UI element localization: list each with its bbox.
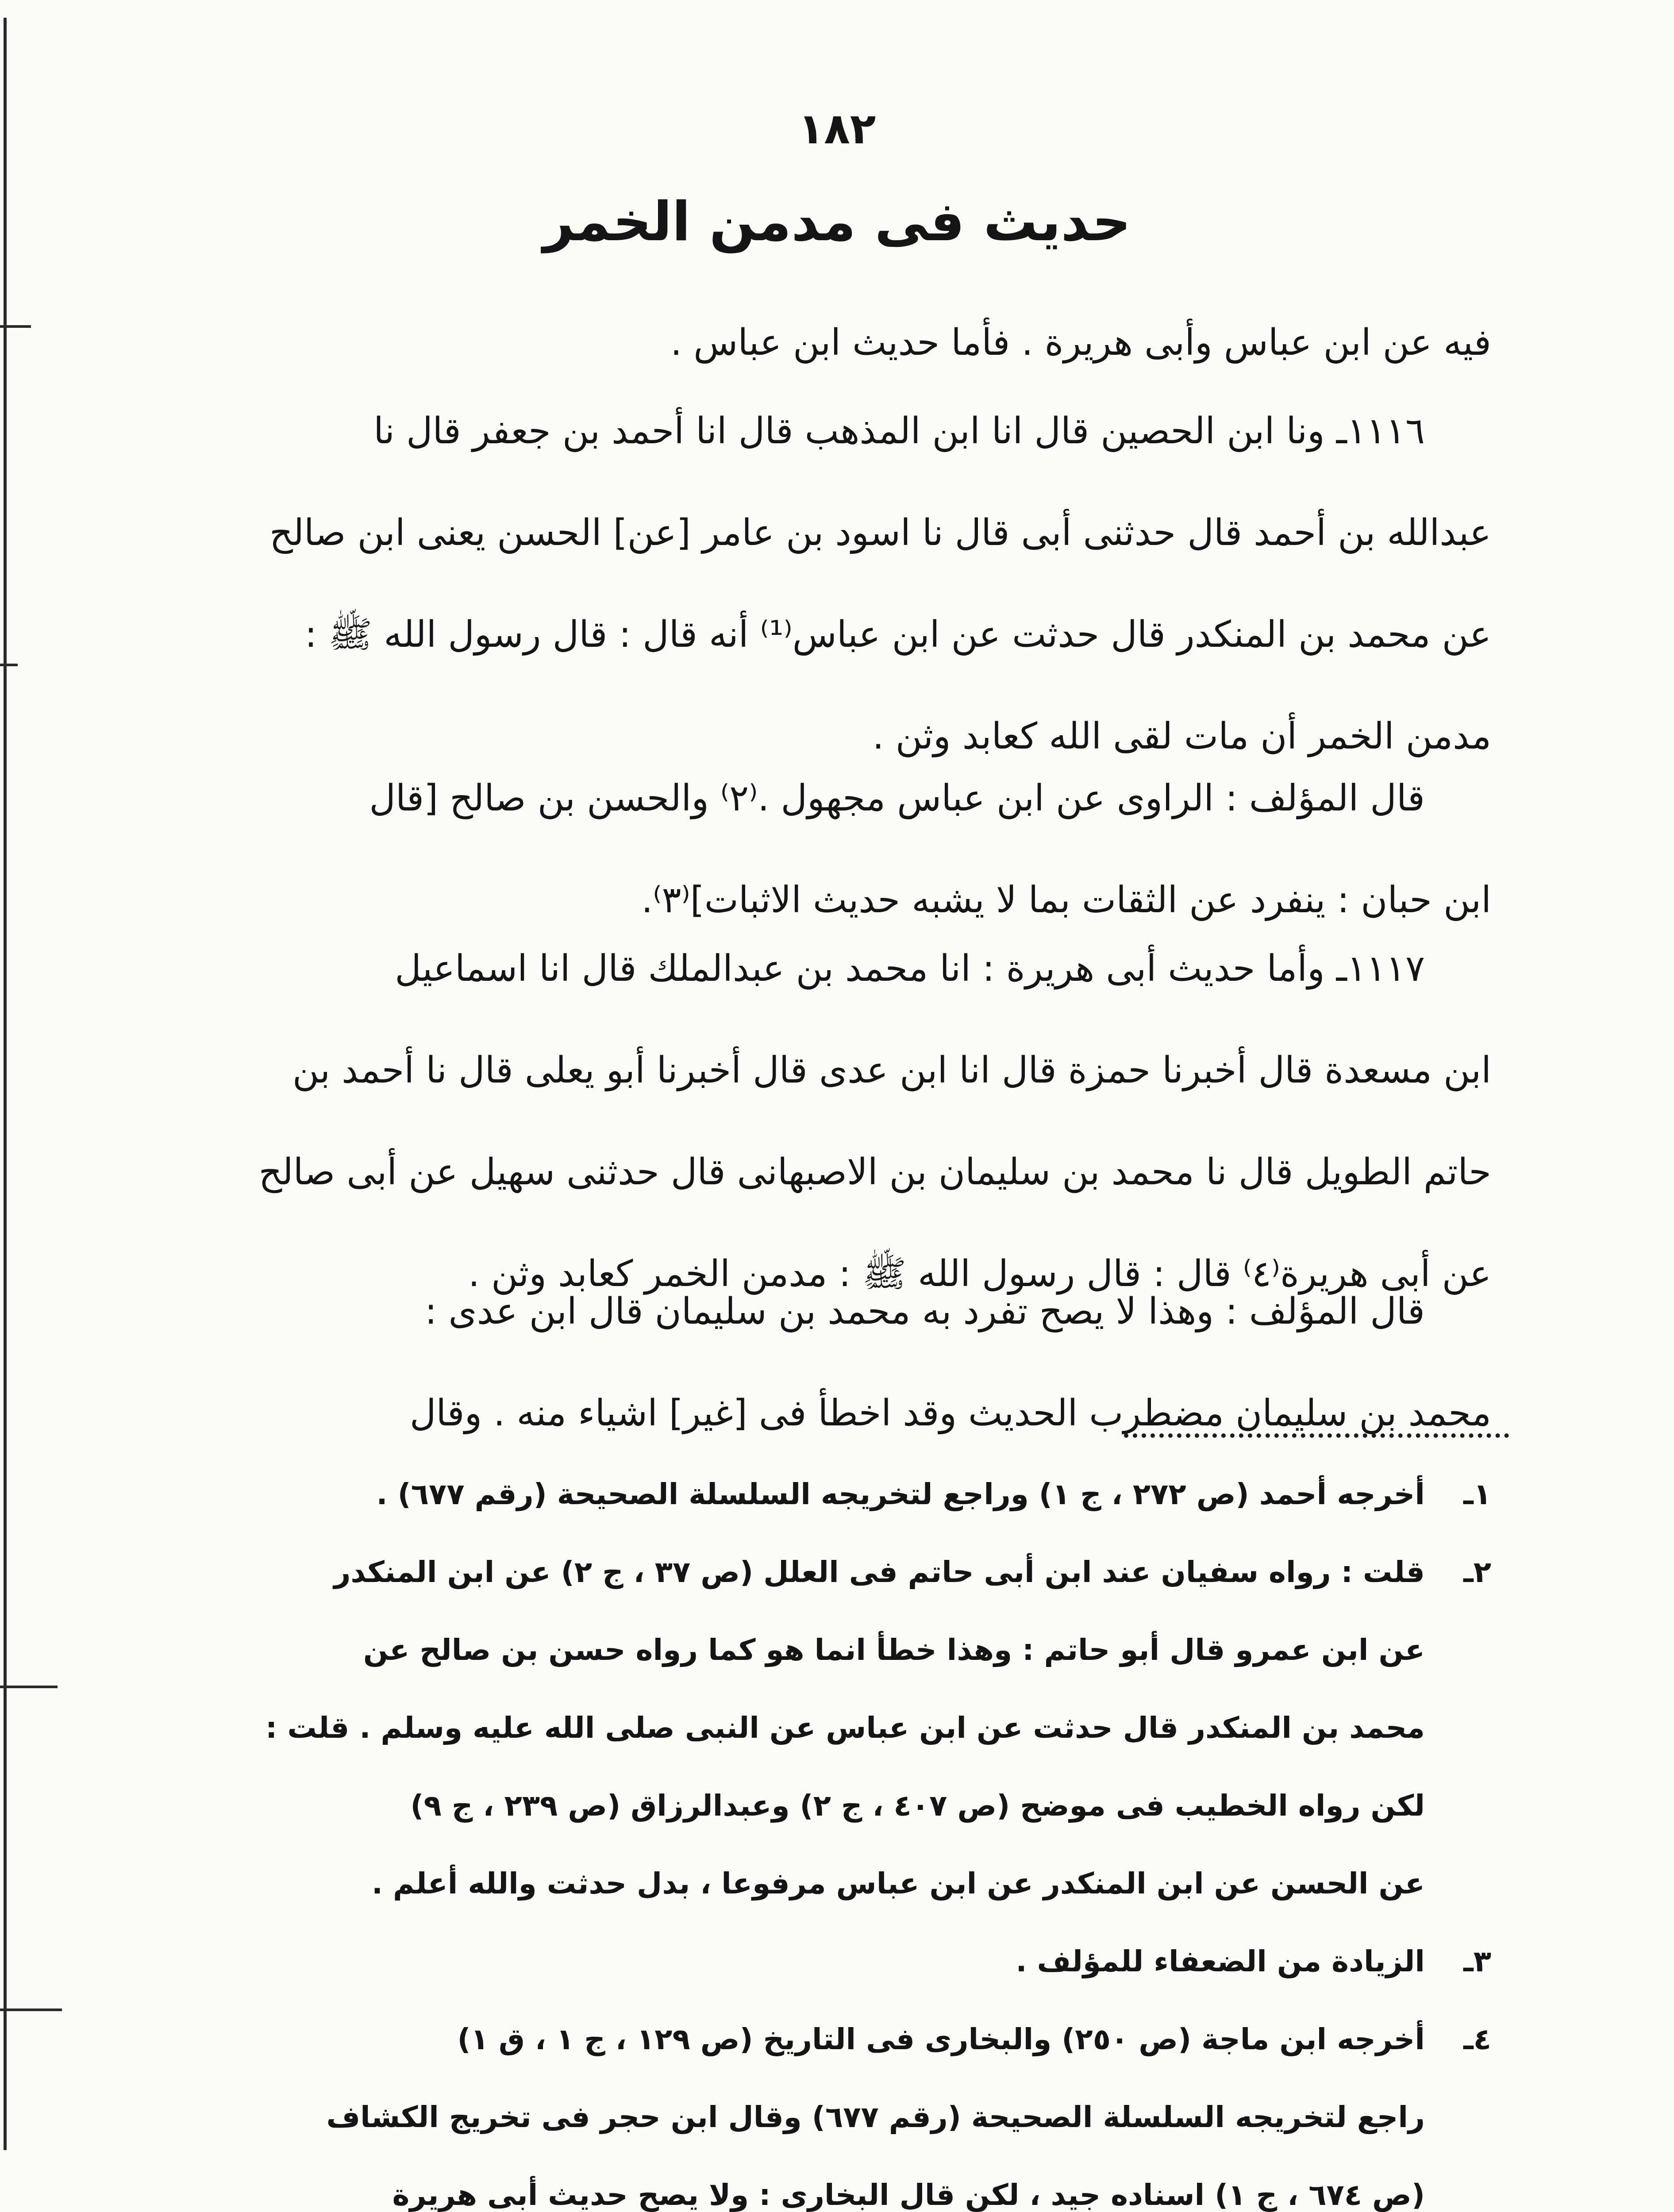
footnote-line: أخرجه ابن ماجة (ص ٢٥٠) والبخارى فى التاريخ (ص ١٢٩ ، ج ١ ، ق ١)	[457, 2022, 1425, 2056]
footnote-2	[168, 1533, 1491, 1923]
footnote-4	[168, 2001, 1491, 2212]
paragraph-hadith-1116	[173, 380, 1491, 787]
text-line: عن أبى هريرة⁽٤⁾ قال : قال رسول الله ﷺ : مدمن الخمر كعابد وثن .	[468, 1253, 1491, 1295]
text-line: محمد بن سليمان مضطرب الحديث وقد اخطأ فى [غير] اشياء منه . وقال	[409, 1392, 1491, 1434]
text-line: قال المؤلف : الراوى عن ابن عباس مجهول .⁽٢⁾ والحسن بن صالح [قال	[369, 777, 1425, 819]
text-line: ابن حبان : ينفرد عن الثقات بما لا يشبه حديث الاثبات]⁽٣⁾.	[641, 879, 1491, 921]
footnote-3	[168, 1923, 1491, 2001]
footnote-line: عن الحسن عن ابن المنكدر عن ابن عباس مرفوعا ، بدل حدثت والله أعلم .	[371, 1866, 1425, 1901]
text-line: قال المؤلف : وهذا لا يصح تفرد به محمد بن سليمان قال ابن عدى :	[424, 1290, 1425, 1333]
footnote-line: (ص ٦٧٤ ، ج ١) اسناده جيد ، لكن قال البخارى : ولا يصح حديث أبى هريرة	[392, 2178, 1425, 2212]
footnote-1	[168, 1455, 1491, 1533]
footnote-number: ٣ـ	[1463, 1944, 1491, 1978]
footnote-divider	[1124, 1433, 1509, 1438]
intro-text: فيه عن ابن عباس وأبى هريرة . فأما حديث ابن عباس .	[670, 322, 1491, 364]
page-number: ١٨٢	[798, 104, 876, 154]
chapter-heading: حديث فى مدمن الخمر	[543, 190, 1131, 253]
footnote-line: راجع لتخريجه السلسلة الصحيحة (رقم ٦٧٧) وقال ابن حجر فى تخريج الكشاف	[326, 2100, 1425, 2134]
intro-line	[173, 292, 1491, 394]
text-line: مدمن الخمر أن مات لقى الله كعابد وثن .	[872, 715, 1491, 757]
scan-edge-tick	[0, 664, 18, 666]
footnote-number: ١ـ	[1463, 1477, 1491, 1511]
scan-edge-tick	[0, 1686, 58, 1688]
text-line: عن محمد بن المنكدر قال حدثت عن ابن عباس⁽¹⁾ أنه قال : قال رسول الله ﷺ :	[304, 614, 1491, 656]
footnote-number: ٤ـ	[1463, 2022, 1491, 2056]
scan-edge-line	[4, 18, 7, 2150]
text-line: حاتم الطويل قال نا محمد بن سليمان بن الاصبهانى قال حدثنى سهيل عن أبى صالح	[258, 1151, 1491, 1193]
footnote-line: محمد بن المنكدر قال حدثت عن ابن عباس عن النبى صلى الله عليه وسلم . قلت :	[266, 1711, 1425, 1745]
text-line: عبدالله بن أحمد قال حدثنى أبى قال نا اسود بن عامر [عن] الحسن يعنى ابن صالح	[269, 512, 1491, 554]
scan-edge-tick	[0, 325, 31, 328]
text-line: ابن مسعدة قال أخبرنا حمزة قال انا ابن عدى قال أخبرنا أبو يعلى قال نا أحمد بن	[292, 1049, 1491, 1091]
text-line: ١١١٦ـ ونا ابن الحصين قال انا ابن المذهب قال انا أحمد بن جعفر قال نا	[373, 410, 1425, 452]
footnote-line: عن ابن عمرو قال أبو حاتم : وهذا خطأ انما هو كما رواه حسن بن صالح عن	[363, 1633, 1425, 1667]
footnotes	[168, 1455, 1491, 2212]
text-line: ١١١٧ـ وأما حديث أبى هريرة : انا محمد بن عبدالملك قال انا اسماعيل	[395, 948, 1425, 990]
footnote-line: الزيادة من الضعفاء للمؤلف .	[1016, 1944, 1425, 1978]
footnote-line: قلت : رواه سفيان عند ابن أبى حاتم فى العلل (ص ٣٧ ، ج ٢) عن ابن المنكدر	[334, 1555, 1425, 1589]
footnote-line: لكن رواه الخطيب فى موضح (ص ٤٠٧ ، ج ٢) وعبدالرزاق (ص ٢٣٩ ، ج ٩)	[410, 1789, 1425, 1823]
footnote-line: أخرجه أحمد (ص ٢٧٢ ، ج ١) وراجع لتخريجه السلسلة الصحيحة (رقم ٦٧٧) .	[376, 1477, 1425, 1511]
footnote-number: ٢ـ	[1463, 1555, 1491, 1589]
scan-edge-tick	[0, 2008, 62, 2011]
